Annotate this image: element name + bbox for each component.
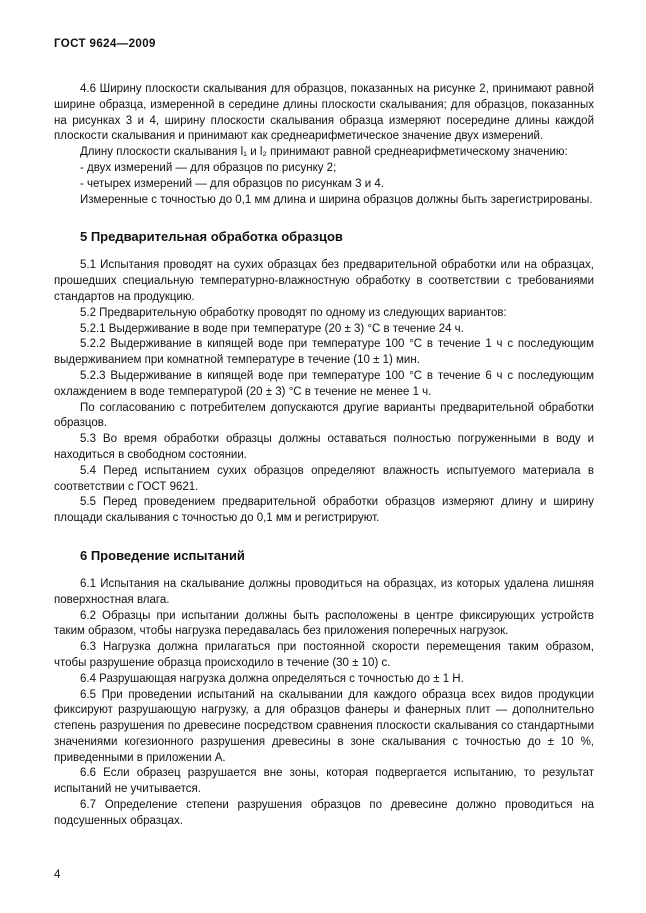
paragraph-6-3: 6.3 Нагрузка должна прилагаться при постоянной скорости перемещения таким образом, чтобы разрушение образца происходило в течение (30 ± 10) с. bbox=[54, 641, 594, 669]
paragraph-6-5: 6.5 При проведении испытаний на скалывании для каждого образца всех видов продукции фиксируют разрушающую нагрузку, а для образцов фанеры и фанерных плит — дополнительно степень разрушения по древесине посредством сравнения плоскости скалывания со стандартными значениями когезионного разрушения древесины в зоне скалывания с точностью до ± 10 %, приведенными в приложении А. bbox=[54, 688, 594, 764]
paragraph-5-4: 5.4 Перед испытанием сухих образцов определяют влажность испытуемого материала в соответствии с ГОСТ 9621. bbox=[54, 464, 594, 493]
paragraph-agreement: По согласованию с потребителем допускаются другие варианты предварительной обработки образцов. bbox=[54, 401, 594, 430]
paragraph-5-2-2: 5.2.2 Выдерживание в кипящей воде при температуре 100 °С в течение 1 ч с последующим выдерживанием при комнатной температуре в течение (10 ± 1) мин. bbox=[54, 338, 594, 367]
paragraph-6-2: 6.2 Образцы при испытании должны быть расположены в центре фиксирующих устройств таким образом, чтобы нагрузка передавалась без приложения поперечных нагрузок. bbox=[54, 609, 594, 638]
section-5-heading: 5 Предварительная обработка образцов bbox=[80, 229, 343, 245]
paragraph-5-2-1: 5.2.1 Выдерживание в воде при температуре (20 ± 3) °С в течение 24 ч. bbox=[80, 322, 464, 335]
paragraph-6-7: 6.7 Определение степени разрушения образцов по древесине должно проводиться на подсушенных образцах. bbox=[54, 799, 594, 827]
document-body bbox=[54, 82, 594, 830]
paragraph-5-5: 5.5 Перед проведением предварительной обработки образцов измеряют длину и ширину площади скалывания с точностью до 0,1 мм и регистрируют. bbox=[54, 496, 594, 525]
page-number: 4 bbox=[54, 869, 61, 881]
paragraph-4-6: 4.6 Ширину плоскости скалывания для образцов, показанных на рисунке 2, принимают равной ширине образца, измеренной в середине длины плоскости скалывания; для образцов, показанных на рисунках 3 и 4, ширину плоскости скалывания образца измеряют посередине длины каждой плоскости скалывания и принимают как среднеарифметическое значение двух измерений. bbox=[54, 83, 594, 143]
paragraph-5-2-3: 5.2.3 Выдерживание в кипящей воде при температуре 100 °С в течение 6 ч с последующим охлаждением в воде температурой (20 ± 3) °С в течение не менее 1 ч. bbox=[54, 369, 594, 398]
doc-number: ГОСТ 9624—2009 bbox=[54, 38, 156, 50]
paragraph-5-3: 5.3 Во время обработки образцы должны оставаться полностью погруженными в воду и находиться в свободном состоянии. bbox=[54, 433, 594, 461]
paragraph-6-1: 6.1 Испытания на скалывание должны проводиться на образцах, из которых удалена лишняя поверхностная влага. bbox=[54, 577, 594, 606]
paragraph-5-1: 5.1 Испытания проводят на сухих образцах без предварительной обработки или на образцах, прошедших специальную температурно-влажностную обработку в соответствии с требованиями стандартов на продукцию. bbox=[54, 259, 594, 303]
list-item-two-measurements: - двух измерений — для образцов по рисунку 2; bbox=[80, 161, 337, 174]
section-6-heading: 6 Проведение испытаний bbox=[80, 547, 245, 563]
paragraph-5-2: 5.2 Предварительную обработку проводят по одному из следующих вариантов: bbox=[80, 306, 507, 319]
list-item-four-measurements: - четырех измерений — для образцов по рисункам 3 и 4. bbox=[80, 177, 384, 190]
paragraph-measured-register: Измеренные с точностью до 0,1 мм длина и ширина образцов должны быть зарегистрированы. bbox=[80, 193, 593, 206]
paragraph-6-6: 6.6 Если образец разрушается вне зоны, которая подвергается испытанию, то результат испытаний не учитывается. bbox=[54, 767, 594, 796]
paragraph-6-4: 6.4 Разрушающая нагрузка должна определяться с точностью до ± 1 Н. bbox=[80, 672, 464, 685]
paragraph-length-planes: Длину плоскости скалывания l₁ и l₂ принимают равной среднеарифметическому значению: bbox=[80, 146, 568, 159]
